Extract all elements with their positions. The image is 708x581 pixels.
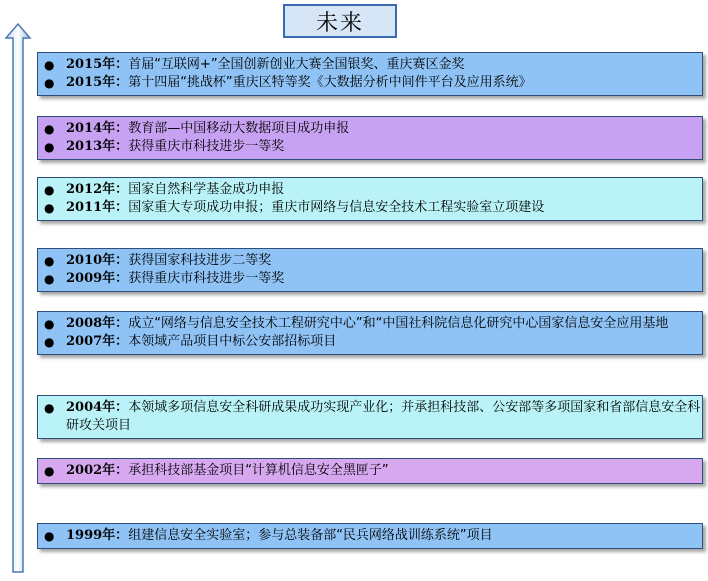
event-text: 承担科技部基金项目“计算机信息安全黑匣子” xyxy=(128,463,389,478)
timeline-group xyxy=(37,177,703,221)
event-text: 获得重庆市科技进步一等奖 xyxy=(128,271,285,286)
list-item xyxy=(44,399,702,435)
bullet-icon: ● xyxy=(44,401,55,415)
list-item xyxy=(44,527,702,545)
bullet-icon: ● xyxy=(44,254,55,268)
list-item xyxy=(44,181,702,199)
event-text: 国家重大专项成功申报；重庆市网络与信息安全技术工程实验室立项建设 xyxy=(128,200,545,215)
list-item xyxy=(44,333,702,351)
list-item xyxy=(44,74,702,92)
year-label: 2012年： xyxy=(66,182,129,197)
year-label: 2009年： xyxy=(66,271,129,286)
list-item xyxy=(44,56,702,74)
year-label: 2013年： xyxy=(66,139,129,154)
timeline-group xyxy=(37,52,703,96)
list-item xyxy=(44,462,702,480)
bullet-icon: ● xyxy=(44,464,55,478)
timeline-arrow xyxy=(4,22,32,574)
bullet-icon: ● xyxy=(44,317,55,331)
event-text: 本领域产品项目中标公安部招标项目 xyxy=(128,334,337,349)
bullet-icon: ● xyxy=(44,140,55,154)
page-title: 未来 xyxy=(283,4,397,38)
list-item xyxy=(44,315,702,333)
year-label: 2015年： xyxy=(66,75,129,90)
event-text: 获得重庆市科技进步一等奖 xyxy=(128,139,285,154)
list-item xyxy=(44,199,702,217)
timeline-group xyxy=(37,248,703,292)
list-item xyxy=(44,120,702,138)
year-label: 2007年： xyxy=(66,334,129,349)
list-item xyxy=(44,138,702,156)
bullet-icon: ● xyxy=(44,122,55,136)
year-label: 2014年： xyxy=(66,121,129,136)
year-label: 2010年： xyxy=(66,253,129,268)
event-text: 首届“互联网+”全国创新创业大赛全国银奖、重庆赛区金奖 xyxy=(128,57,465,72)
event-text: 成立“网络与信息安全技术工程研究中心”和“中国社科院信息化研究中心国家信息安全应用基地 xyxy=(128,316,669,331)
bullet-icon: ● xyxy=(44,76,55,90)
bullet-icon: ● xyxy=(44,272,55,286)
timeline-group xyxy=(37,116,703,160)
event-text: 组建信息安全实验室；参与总装备部“民兵网络战训练系统”项目 xyxy=(128,528,493,543)
bullet-icon: ● xyxy=(44,183,55,197)
bullet-icon: ● xyxy=(44,335,55,349)
event-text: 本领域多项信息安全科研成果成功实现产业化；并承担科技部、公安部等多项国家和省部信息安全科研攻关项目 xyxy=(66,400,701,433)
timeline-group xyxy=(37,458,703,484)
bullet-icon: ● xyxy=(44,201,55,215)
event-text: 获得国家科技进步二等奖 xyxy=(128,253,272,268)
timeline-group xyxy=(37,311,703,355)
year-label: 2015年： xyxy=(66,57,129,72)
bullet-icon: ● xyxy=(44,58,55,72)
list-item xyxy=(44,252,702,270)
event-text: 国家自然科学基金成功申报 xyxy=(128,182,285,197)
event-text: 第十四届“挑战杯”重庆区特等奖《大数据分析中间件平台及应用系统》 xyxy=(128,75,532,90)
bullet-icon: ● xyxy=(44,529,55,543)
year-label: 1999年： xyxy=(66,528,129,543)
year-label: 2011年： xyxy=(66,200,129,215)
year-label: 2002年： xyxy=(66,463,129,478)
event-text: 教育部—中国移动大数据项目成功申报 xyxy=(128,121,350,136)
timeline-group xyxy=(37,395,703,439)
timeline-group xyxy=(37,523,703,549)
list-item xyxy=(44,270,702,288)
year-label: 2008年： xyxy=(66,316,129,331)
year-label: 2004年： xyxy=(66,400,129,415)
